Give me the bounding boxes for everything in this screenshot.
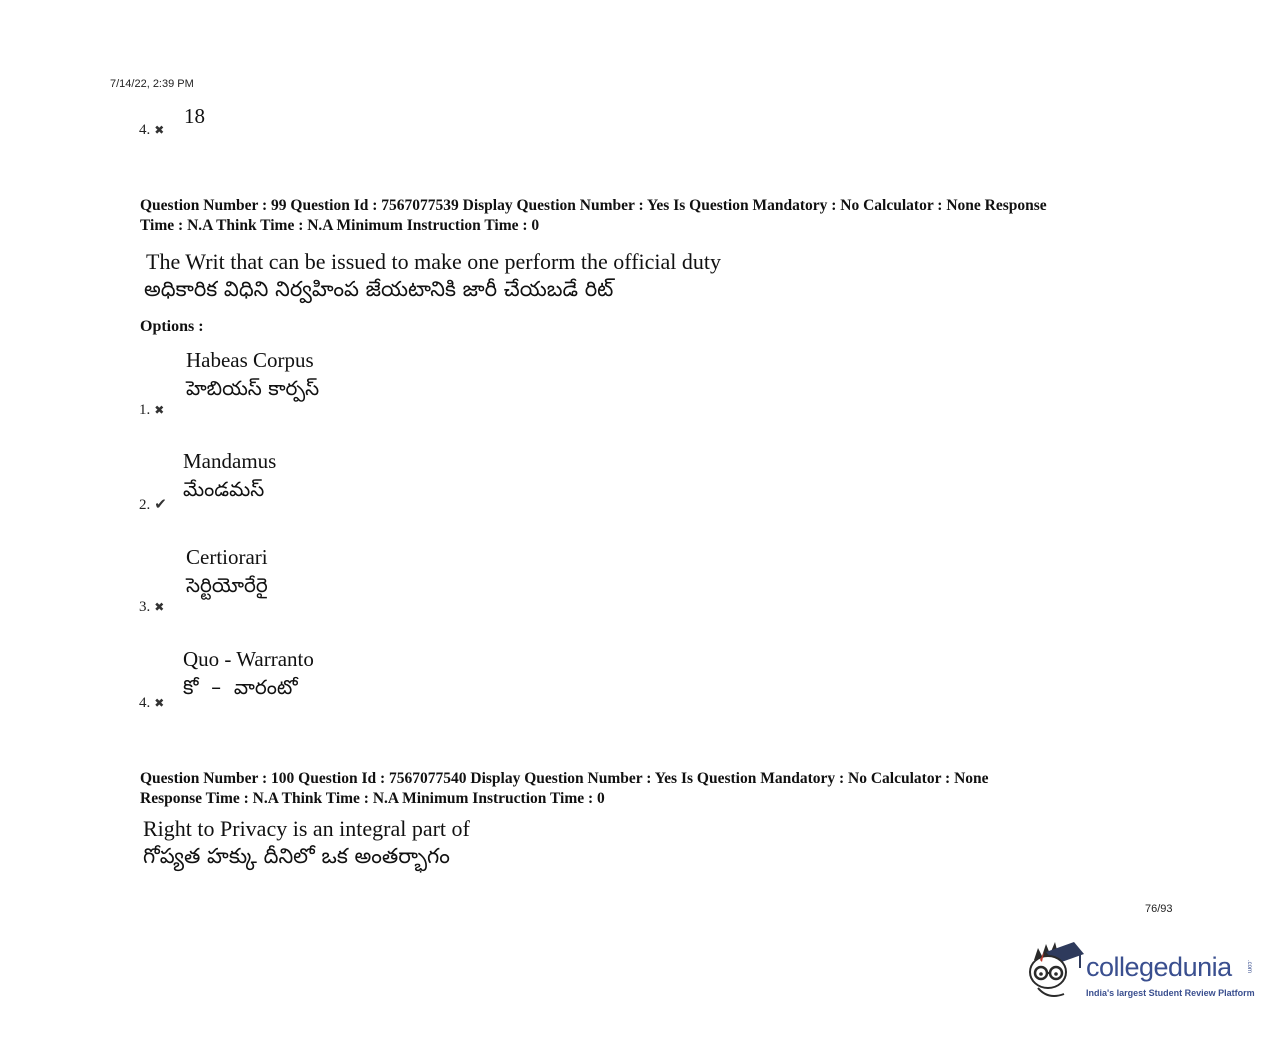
option-3-english: Certiorari	[186, 545, 268, 569]
question-100-meta-line2: Response Time : N.A Think Time : N.A Minimum Instruction Time : 0	[140, 789, 605, 807]
option-2-text	[183, 448, 276, 503]
option-1-label	[139, 401, 164, 419]
option-1-telugu: హెబియస్ కార్పస్	[186, 376, 320, 400]
option-3-telugu: సెర్టియోరేరై	[186, 573, 268, 597]
brand-tagline: India's largest Student Review Platform	[1086, 988, 1255, 998]
option-2-english: Mandamus	[183, 449, 277, 473]
question-100-text-telugu: గోప్యత హక్కు దీనిలో ఒక అంతర్భాగం	[143, 844, 450, 868]
mascot-icon	[1024, 938, 1084, 1010]
option-2-number: 2.	[139, 497, 151, 513]
option-2-telugu: మేండమస్	[183, 477, 265, 501]
option-1-english: Habeas Corpus	[186, 348, 314, 372]
option-1-number: 1.	[139, 402, 151, 418]
question-100-meta	[140, 769, 1220, 808]
brand-suffix: .com	[1246, 960, 1252, 974]
question-99-text-telugu: అధికారిక విధిని నిర్వహింప జేయటానికి జారీ చేయబడే రిట్	[144, 277, 614, 301]
print-timestamp: 7/14/22, 2:39 PM	[110, 78, 194, 90]
cross-icon: ✖	[154, 123, 165, 137]
prev-option-text	[184, 103, 205, 130]
option-3-label	[139, 598, 164, 616]
collegedunia-logo	[1024, 938, 1264, 1010]
options-label: Options :	[140, 318, 204, 335]
question-99-meta	[140, 196, 1220, 235]
prev-option-number: 4.	[139, 122, 151, 138]
question-99-text-english: The Writ that can be issued to make one perform the official duty	[146, 249, 722, 274]
page-number: 76/93	[1145, 903, 1173, 915]
question-99-text	[146, 248, 721, 303]
option-3-text	[186, 544, 268, 599]
option-3-number: 3.	[139, 599, 151, 615]
question-100-meta-line1: Question Number : 100 Question Id : 7567077540 Display Question Number : Yes Is Question Mandatory : No Calculator : None	[140, 770, 989, 787]
checkmark-icon: ✔	[154, 497, 167, 513]
brand-name: collegedunia	[1086, 952, 1232, 982]
option-4-english: Quo - Warranto	[183, 647, 314, 671]
cross-icon: ✖	[154, 403, 165, 417]
option-4-label	[139, 694, 164, 712]
question-100-text	[143, 815, 470, 870]
option-4-text	[183, 646, 314, 701]
cross-icon: ✖	[154, 600, 165, 614]
option-2-label	[139, 495, 167, 514]
prev-option-label	[139, 121, 164, 139]
prev-option-value: 18	[184, 104, 205, 128]
question-99-meta-line2: Time : N.A Think Time : N.A Minimum Instruction Time : 0	[140, 216, 540, 234]
question-99-meta-line1: Question Number : 99 Question Id : 7567077539 Display Question Number : Yes Is Question Mandatory : No Calculator : None Response	[140, 197, 1047, 214]
option-4-number: 4.	[139, 695, 151, 711]
option-4-telugu: కో – వారంటో	[183, 675, 298, 699]
cross-icon: ✖	[154, 696, 165, 710]
question-100-text-english: Right to Privacy is an integral part of	[143, 816, 470, 841]
option-1-text	[186, 347, 319, 402]
